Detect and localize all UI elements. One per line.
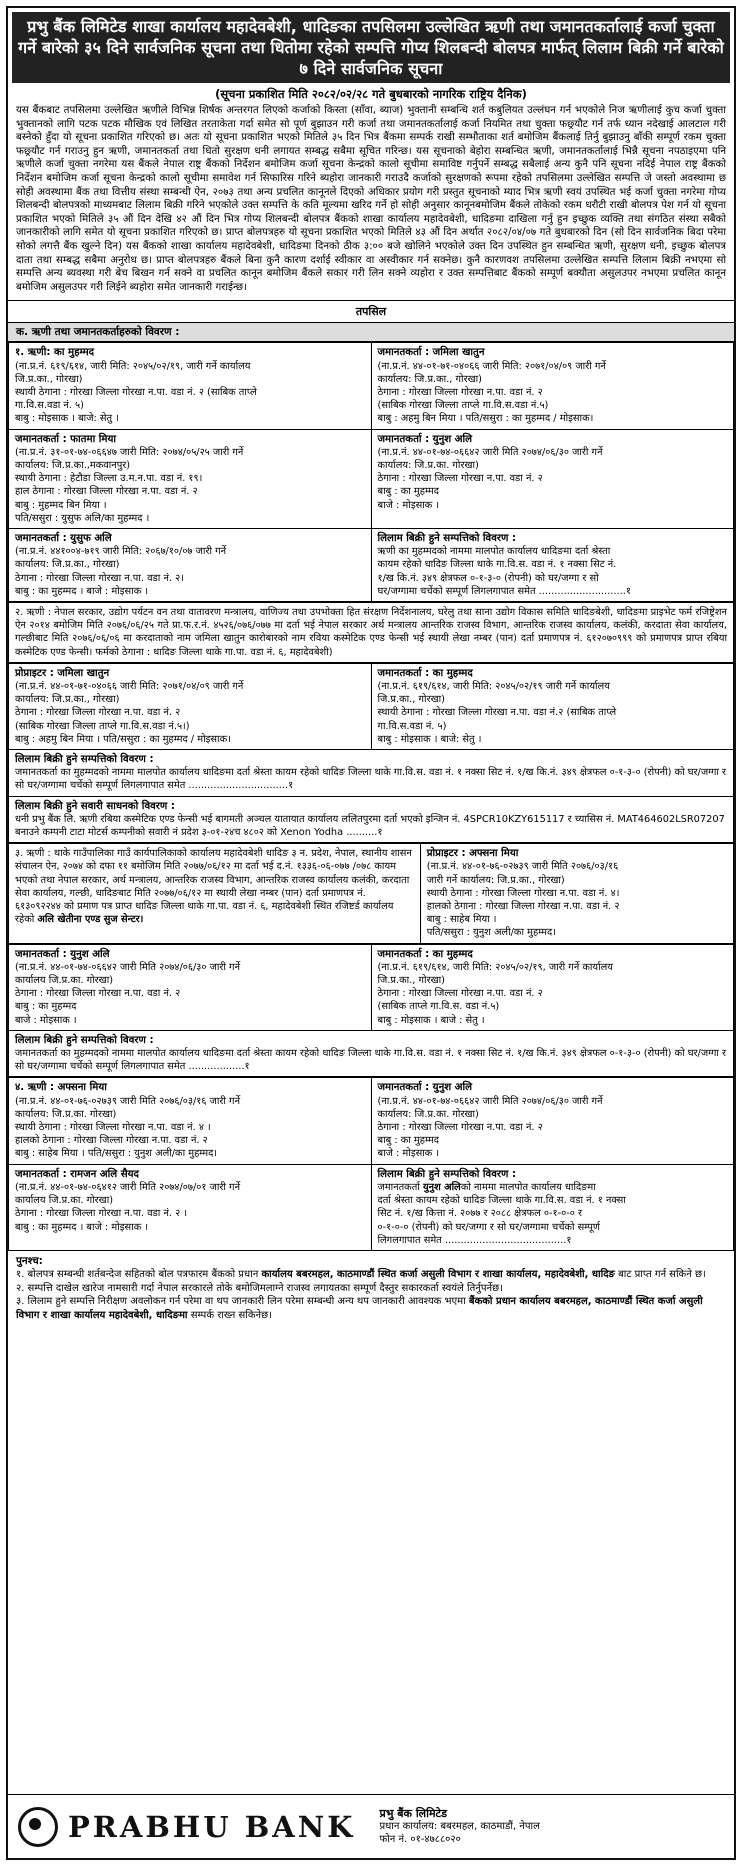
guarantor-line: कार्यालय: जि.प्र.का. गोरखा) [377, 1108, 479, 1120]
guarantor-3b-cell [371, 944, 734, 1030]
property-head: लिलाम बिक्री हुने सम्पत्तिको विवरण : [15, 754, 154, 765]
property-line: कायम रहेको धादिङ जिल्ला थाके गा.वि.स. वडा नं. १ नक्सा सिट नं. [377, 559, 617, 571]
bank-name: प्रभु बैंक लिमिटेड [379, 1807, 447, 1820]
proprietor-line: (ना.प्र.नं. ४४-०१-७६-०२७३९ जारी मिति २०७६/०३/१६ [426, 861, 619, 873]
guarantor-head: जमानतकर्ता : जमिला खातुन [377, 347, 485, 359]
guarantor-2-cell [371, 663, 734, 749]
guarantor-1b-cell [9, 429, 372, 528]
guarantor-line: (ना.प्र.नं. ४४-०१-७४-०६६४२ जारी मिति २०७४/०६/३० जारी गर्ने [377, 1095, 603, 1107]
proprietor-line: ठेगाना : गोरखा जिल्ला गोरखा न.पा. वडा नं. २ [15, 707, 181, 719]
guarantor-line: (ना.प्र.नं. ६१९/६१४, जारी मिति: २०४५/०२/१९ जारी गर्ने कार्यालय [377, 680, 610, 692]
vehicle-head: लिलाम बिक्री हुने सवारी साधनको विवरण : [15, 800, 175, 812]
notice-title: प्रभु बैंक लिमिटेड शाखा कार्यालय महादेवबेशी, धादिङका तपसिलमा उल्लेखित ऋणी तथा जमानतकर्तालाई कर्जा चुक्ता गर्ने बारेको ३५ दिने सार्वजनिक सूचना तथा धितोमा रहेको सम्पत्ति गोप्य शिलबन्दी बोलपत्र मार्फत् लिलाम बिक्री गर्ने बारेको ७ दिने सार्वजनिक सूचना [12, 12, 730, 83]
schedule-title: तपसिल [8, 300, 734, 322]
proprietor-line: (ना.प्र.नं. ४४-०१-७१-०४०६६ जारी मिति: २०७१/०४/०९ जारी गर्ने [15, 680, 244, 692]
property-head: लिलाम बिक्री हुने सम्पत्तिको विवरण : [377, 1168, 517, 1180]
intro-paragraph: यस बैंकबाट तपसिलमा उल्लेखित ऋणीले विभिन्न शिर्षक अन्तरगत लिएको कर्जाको किस्ता (साँवा, ब्याज) भुक्तानी सम्बन्धि शर्त कबुलियत उल्लंघन गर्न भएकोले निज ऋणीलाई कुच कर्जा चुक्ता भुक्तानको लागि पटक पटक मौखिक एवं लिखित तरताकेता गर्दा समेत सो पूर्ण बुझाउन गरी कर्जा तथा जमानतकर्तालाई कर्जा नियमित तथा चुक्ता फछ्र्यौट गर्न तर्फ ध्यान नदेखाई आलटाल गरी बस्नेको हुँदा यो सूचना प्रकाशित गरिएको छ। अतः यो सूचना प्रकाशित भएको मितिले ३५ दिन भित्र बैंकमा सम्पर्क राखी सम्भौताका शर्त बमोजिम बैंकलाई तिर्नु बुझाउनु बाँकी सम्पूर्ण रकम चुक्ता फछ्र्यौट गर्न गराउनु हुन ऋणी, जमानतकर्ता तथा धितो सुरक्षण धनी लगायत सम्बद्ध सबैमा सूचित गरिन्छ। यस सूचनाको बेहोरा सम्बन्धित ऋणी, जमानतकर्तालाई भिन्नै सूचना नपठाइएमा पनि ऋणीले कर्जा चुक्ता नगरेमा यस बैंकले नेपाल राष्ट्र बैंकको निर्देशन बमोजिम कर्जा सूचना केन्द्रको कालो सूचीमा समाविष्ट गर्नुपर्ने सम्बद्ध सबैलाई अन्य कुनै पनि सूचना नदिई नेपाल राष्ट्र बैंकको निर्देशन बमोजिम कर्जा सूचना केन्द्रको कालो सूचीमा समावेश गर्न सिफारिस गरिने ब्यहोरा जानकारी गराउदै कर्जाको सुरक्षणको रूपमा रहेको तपसिलमा उल्लेखित सम्पत्ति जे जस्तो अवस्थामा छ सोही अवस्थामा बैंक तथा वित्तीय संस्था सम्बन्धी ऐन, २०७३ तथा अन्य प्रचलित कानूनले दिएको अधिकार प्रयोग गरी प्रस्तुत सूचनाको म्याद भित्र ऋणी स्वयं उपस्थित भई कर्जा चुक्ता नगरेमा गोप्य शिलबन्दी बोलपत्रको माध्यमबाट लिलाम बिक्री गरिने भएकोले उक्त सम्पत्ति के कति मूल्यमा खरिद गर्ने हो सोही अनुसार कानूनबमोजिम बैंकले तोकेको रकम धरौटी राखी बोलपत्र पेश गर्न यो सूचना प्रकाशित भएको मितिले ३५ औं दिन देखि ४२ औं दिन भित्र गोप्य शिलबन्दी बोलपत्र बैंकको शाखा कार्यालय महादेवबेशी, धादिङमा दाखिला गर्नु हुन इच्छुक व्यक्ति तथा संगठित संस्था सबैको जानकारीको लागि समेत यो सूचना प्रकाशित गरिएको छ। प्राप्त बोलपत्रहरु यो सूचना प्रकाशित भएको मितिले ४३ औं दिन अर्थात २०८२/०४/०७ गते बुधबारको दिन (सो दिन सार्वजनिक बिदा परेमा सोको लगत्तै बैंक खुल्ने दिन) यस बैंकको शाखा कार्यालय महादेवबेशी, धादिङमा दिनको ठीक ३:०० बजे खोलिने भएकोले उक्त दिन उपस्थित हुन सम्बन्धित ऋणी, सुरक्षण धनी, इच्छुक बोलपत्र दाता तथा सम्बद्ध सबैमा अनुरोध छ। प्राप्त बोलपत्रहरु बैंकले बिना कुनै कारण दर्शाई स्वीकार वा अस्वीकार गर्न सक्नेछ। कुनै कारणवश तपसिलमा उल्लेखित सम्पत्ति लिलाम बिक्री नभएमा सो सम्पत्ति अन्य ब्यवस्था गरी बेच बिखन गर्न सक्ने वा प्रचलित कानून बमोजिम बैंकले सकार गरी लिन सक्ने व्यहोरा र उक्त सम्पत्तिबाट बैंकको सम्पूर्ण बक्यौता असुलउपर नभएमा प्रचलित कानून बमोजिम असुलउपर गरी लिईने ब्यहोरा समेत जानकारी गराईन्छ। [16, 105, 726, 293]
guarantor-4a-cell [371, 1078, 734, 1164]
proprietor-line: बाबु : साहेब मिया । [426, 914, 497, 926]
guarantor-line: बाजे : मोइसाक । [15, 1014, 77, 1026]
guarantor-line: कार्यालय जि.प्र.का. गोरखा) [15, 1195, 114, 1207]
guarantor-line: ठेगाना : गोरखा जिल्ला गोरखा न.पा. वडा नं. २ । [15, 1208, 188, 1220]
guarantor-1a-cell [371, 343, 734, 429]
guarantor-line: हाल ठेगाना : गोरखा जिल्ला गोरखा न.पा. वडा नं. २ [15, 486, 198, 498]
debtor-3-cell [9, 844, 421, 943]
property-1-cell [371, 528, 734, 601]
notice-page [6, 6, 736, 1860]
debtor-1-line: (ना.प्र.नं. ६१९/६१४, जारी मिति: २०४५/०२/१९, जारी गर्ने कार्यालय [15, 360, 251, 372]
guarantor-line: (ना.प्र.नं. ४४१००४-७१९ जारी मिति: २०६७/१०/०७ जारी गर्ने [15, 546, 227, 558]
note-text: १. बोलपत्र सम्बन्धी शर्तबन्देज सहितको बोल पत्रफारम बैंकको प्रधान [16, 1269, 262, 1281]
guarantor-line: पति/ससुरा : युसुफ अलि/का मुहम्मद । [15, 512, 150, 524]
bank-contact [379, 1807, 539, 1846]
proprietor-2-cell [9, 663, 372, 749]
guarantor-head: जमानतकर्ता : युसुफ अलि [15, 532, 112, 544]
guarantor-line: (ना.प्र.नं. ४४-०१-७४-०६६४२ जारी मिति २०७४/०६/३० जारी गर्ने [377, 446, 603, 458]
proprietor-line: कार्यालय: जि.प्र.का., गोरखा) [15, 694, 120, 706]
guarantor-line: ठेगाना : गोरखा जिल्ला गोरखा न.पा. वडा नं. २ [377, 386, 543, 398]
guarantor-line: बाबु : का मुहम्मद । बाजे : मोइसाक । [15, 585, 149, 597]
postscript-title: पुनश्च: [16, 1254, 43, 1267]
guarantor-line: (ना.प्र.नं. ३१-०१-७४-०६६४७ जारी मिति: २०७४/०५/२५ जारी गर्ने [15, 446, 244, 458]
guarantor-line: बाबु : का मुहम्मद । बाजे : मोइसाक । [15, 1221, 149, 1233]
block-3-table [8, 843, 734, 943]
postscript-note-1 [16, 1268, 726, 1281]
debtor-2-description: २. ऋणी : नेपाल सरकार, उद्योग पर्यटन वन तथा वातावरण मन्त्रालय, वाणिज्य तथा उपभोक्ता हित संरक्षण निर्देशनालय, घरेलु तथा साना उद्योग विकास समिति धादिङबेशी, धादिङमा प्राइभेट फर्म रजिष्ट्रेशन ऐन २०१४ बमोजिम मिति २०७६/०६/२५ गते प्रा.फ.र.नं. ४५२६/०७६/०७७ मा दर्ता भई नेपाल सरकार अर्थ मन्त्रालय आन्तरिक राजस्व विभाग, आन्तरिक राजस्व कार्यालय, कलंकी, करदाता सेवा कार्यालय, गल्छीबाट मिति २०७६/०६/०६ मा करदाताको नाम जमिला खातुन कारोबारको नाम रविया कस्मेटिक एण्ड फेन्सी भई स्थायी लेखा नम्बर (पान) दर्ता प्रमाणपत्र नं. ६१२०७०९९९ को प्रमाणपत्र प्राप्त रबिया कस्मेटिक एण्ड फेन्सी। फर्मको ठेगाना : धादिङ जिल्ला थाके गा.पा. वडा नं. ६, महादेवबेशी) [8, 602, 734, 663]
guarantor-line: बाबु : का मुहम्मद [15, 1001, 77, 1013]
postscript-note-2: २. सम्पत्ति दाखेल खारेज नामसारी गर्दा नेपाल सरकारले तोके बमोजिमलाग्ने राजस्व लगायतका सम्पूर्ण दैस्तुर सकारकर्ता स्वयंले तिर्नुपर्नेछ। [16, 1282, 503, 1294]
debtor-1-line: बाबु : मोइसाक । बाजे: सेतु । [15, 413, 119, 425]
notice-subtitle: (सूचना प्रकाशित मिति २०८२/०२/२८ गते बुधबारको नागरिक राष्ट्रिय दैनिक) [215, 87, 527, 101]
property-head: लिलाम बिक्री हुने सम्पत्तिको विवरण : [377, 532, 517, 544]
guarantor-line: स्थायी ठेगाना : गोरखा जिल्ला गोरखा न.पा. वडा नं.२ (साबिक ताप्ले [377, 707, 617, 719]
guarantor-1c-cell [371, 429, 734, 528]
bank-phone: फोन नं. ०१-४७८८०२० [379, 1834, 461, 1845]
guarantor-line: (ना.प्र.नं. ६१९/६१४, जारी मिति: २०४५/०२/१९, जारी गर्ने कार्यालय [377, 961, 613, 973]
proprietor-line: पति/ससुरा : युनुश अली/का मुहम्मद। [426, 927, 556, 939]
guarantor-line: बाबु : का मुहम्मद [377, 486, 439, 498]
property-head: लिलाम बिक्री हुने सम्पत्तिको विवरण : [15, 1034, 154, 1046]
postscript [8, 1251, 734, 1326]
guarantor-line: ठेगाना : गोरखा जिल्ला गोरखा न.पा. वडा नं. २ [377, 1122, 543, 1134]
guarantor-3a-cell [9, 944, 372, 1030]
property-line: सिट नं. १/ख कित्ता नं. २०७७ र २०८८ क्षेत्रफल ०-१-०-० र [377, 1208, 582, 1220]
property-4-cell [371, 1164, 734, 1250]
debtor-1-head: १. ऋणी: का मुहम्मद [15, 347, 95, 359]
vehicle-text: धनी प्रभु बैंक लि. ऋणी रबिया कस्मेटिक एण्ड फेन्सी भई बागमती अञ्चल यातायात कार्यालय ललितपुरमा दर्ता भएको इन्जिन नं. 4SPCR10KZY615117 र च्यासिस नं. MAT464602LSR07207 बनाउने कम्पनी टाटा मोटर्स कम्पनीको सवारी नं प्रदेश ३-०१-२४च ४८०२ को Xenon Yodha ..........१ [15, 813, 725, 839]
debtor-4-line: (ना.प्र.नं. ४४-०१-७६-०२७३९ जारी मिति २०७६/०३/१६ जारी गर्ने [15, 1095, 241, 1107]
debtor-4-line: स्थायी ठेगाना : गोरखा जिल्ला गोरखा न.पा. वडा नं. ४ । [15, 1122, 211, 1134]
proprietor-head: प्रोप्राइटर : जमिला खातुन [15, 667, 110, 679]
guarantor-line: जि.प्र.का., गोरखा) [377, 694, 445, 706]
guarantor-head: जमानतकर्ता : युनुश अलि [15, 948, 110, 960]
debtor-4-head: ४. ऋणी : अफ्सना मिया [15, 1082, 107, 1094]
guarantor-line: बाजे : मोइसाक । [377, 1148, 440, 1160]
guarantor-1d-cell [9, 528, 372, 601]
bank-logo-icon [18, 1807, 58, 1847]
guarantor-line: बाबु : का मुहम्मद [377, 1135, 439, 1147]
guarantor-line: (ना.प्र.नं. ४४-०१-७४-०६४१२ जारी मिति २०७४/०७/०१ जारी गर्ने [15, 1181, 241, 1193]
guarantor-line: ठेगाना : गोरखा जिल्ला गोरखा न.पा. वडा नं. २ [377, 473, 543, 485]
vehicle-2-cell [9, 796, 734, 843]
proprietor-line: (साबिक गोरखा जिल्ला ताप्ले गा.वि.स.वडा नं.५।) [15, 720, 190, 732]
guarantor-line: ठेगाना : गोरखा जिल्ला गोरखा न.पा. वडा नं. २ [377, 988, 543, 1000]
guarantor-head: जमानतकर्ता : रामजन अलि सैयद [15, 1168, 139, 1180]
guarantor-line: जि.प्र.का., गोरखा) [377, 975, 445, 987]
property-text: जमानतकर्ता का मुहम्मदको नाममा मालपोत कार्यालय धादिङमा दर्ता श्रेस्ता कायम रहेको धादिङ जिल्ला थाके गा.वि.स. वडा नं. १ नक्सा सिट नं. १/ख कि.नं. ३४९ क्षेत्रफल ०-१-३-० (रोपनी) को घर/जग्गा र सो घर/जग्गामा चर्चेको सम्पूर्ण लिगलगापात समेत ..................१ [15, 1048, 727, 1073]
guarantor-line: (साबिक गोरखा जिल्ला ताप्ले गा.वि.स.वडा नं.५) [377, 400, 549, 412]
guarantor-line: बाबु : अहमु बिन मिया । पति/ससुरा : का मुहम्मद / मोइसाक। [377, 413, 594, 425]
debtor-4-line: कार्यालय: जि.प्र.का. गोरखा) [15, 1108, 117, 1120]
guarantor-line: ठेगाना : गोरखा जिल्ला गोरखा न.पा. वडा नं. २ [15, 988, 181, 1000]
guarantor-head: जमानतकर्ता : का मुहम्मद [377, 948, 473, 960]
guarantor-line: कार्यालय: जि.प्र.का., गोरखा) [15, 559, 120, 571]
property-line: दर्ता श्रेस्ता कायम रहेको धादिङ जिल्ला थाके गा.वि.स. वडा नं. १ नक्सा [377, 1195, 626, 1207]
proprietor-line: स्थायी ठेगाना : गोरखा जिल्ला गोरखा न.पा. वडा नं. ४। [426, 887, 620, 899]
prabhu-bank-logo [18, 1807, 355, 1847]
proprietor-line: हालको ठेगाना : गोरखा जिल्ला गोरखा न.पा. वडा नं. २ [426, 901, 620, 913]
proprietor-head: प्रोप्राइटर : अफ्सना मिया [426, 848, 519, 860]
debtor-1-line: गा.वि.स.वडा नं. ५) [15, 400, 84, 412]
debtor-3-firm: अलि खेतीना एण्ड सुज सेन्टर। [37, 914, 144, 926]
note-text: ३. लिलाम हुने सम्पत्ति निरीक्षण अवलोकन गर्न परेमा वा थप जानकारी लिन परेमा सम्बन्धी अन्य थप जानकारी आवश्यक भएमा [16, 1296, 469, 1308]
property-line: को नाममा मालपोत कार्यालय धादिङमा [460, 1181, 596, 1193]
property-line: घर/जग्गामा चर्चेको सम्पूर्ण लिगलगापात समेत ............................१ [377, 585, 631, 597]
guarantor-head: जमानतकर्ता : युनुश अलि [377, 1082, 473, 1094]
debtor-1-line: जि.प्र.का., गोरखा) [15, 373, 83, 385]
block-3b-table [8, 944, 734, 1078]
debtor-4-line: हालको ठेगाना : गोरखा जिल्ला गोरखा न.पा. वडा नं. २ [15, 1135, 208, 1147]
proprietor-line: जारी गर्ने कार्यालय: जि.प्र.का., गोरखा) [426, 874, 565, 886]
bank-office: प्रधान कार्यालय: बबरमहल, काठमाडौं, नेपाल [379, 1821, 540, 1832]
property-line: १/ख कि.नं. ३४९ क्षेत्रफल ०-१-३-० (रोपनी) को घर/जग्गा र सो [377, 572, 599, 584]
guarantor-line: ठेगाना : गोरखा जिल्ला गोरखा न.पा. वडा नं. २। [15, 572, 184, 584]
guarantor-line: कार्यालय: जि.प्र.का. गोरखा) [377, 459, 479, 471]
property-line: ०-१-०-० (रोपनी) को घर/जग्गा र सो घर/जग्गामा चर्चेको सम्पूर्ण [377, 1221, 600, 1233]
block-1-table [8, 342, 734, 602]
guarantor-line: बाबु : मोइसाक । बाजे: सेतु । [377, 733, 482, 745]
guarantor-line: कार्यालय: जि.प्र.का., गोरखा) [377, 373, 482, 385]
guarantor-line: (ना.प्र.नं. ४४-०१-७४-०६६४२ जारी मिति २०७४/०६/३० जारी गर्ने [15, 961, 241, 973]
guarantor-line: कार्यालय जि.प्र.का. गोरखा) [15, 975, 114, 987]
guarantor-line: गा.वि.स.वडा नं. ५) [377, 720, 447, 732]
note-bold: बैंकको प्रधान कार्यालय बबरमहल, काठमाण्डौं स्थित कर्जा असुली विभाग र शाखा कार्यालय महादेवबेशी, धादिङमा [16, 1296, 703, 1321]
debtor-3-text: ३. ऋणी : थाके गाउँपालिका गाउँ कार्यपालिकाको कार्यालय महादेवबेशी धादिङ ३ न. प्रदेश, नेपाल, स्थानीय शासन संचालन ऐन, २०७४ को दफा ११ बमोजिम मिति २०७७/०६/१२ मा दर्ता भई द.नं. १३३६-०६-०७७ /०७८ कायम भएको तथा नेपाल सरकार, अर्थ मन्त्रालय, आन्तरिक राजस्व विभाग, आन्तरिक राजस्व कार्यालय कलंकी, करदाता सेवा कार्यालय, गल्छी, धादिङबाट मिति २०७७/०६/१२ मा स्थायी लेखा नम्बर (पान) दर्ता प्रमाणपत्र नं. ६१३०९२२४४ को प्रमाण पत्र प्राप्त धादिङ जिल्ला थाके गा.पा. वडा नं. ६, महादेवबेशी स्थित रजिष्टर्ड कार्यालय रहेको [15, 848, 412, 926]
note-text: सम्पर्क राख्न सकिनेछ। [187, 1309, 272, 1321]
block-2-table [8, 663, 734, 843]
debtor-1-line: स्थायी ठेगाना : गोरखा जिल्ला गोरखा न.पा. वडा नं. २ (साबिक ताप्ले [15, 386, 257, 398]
property-text: जमानतकर्ता का मुहम्मदको नाममा मालपोत कार्यालय धादिङमा दर्ता श्रेस्ता कायम रहेको धादिङ जिल्ला थाके गा.वि.स. वडा नं. १ नक्सा सिट नं. १/ख कि.नं. ३४९ क्षेत्रफल ०-१-३-० (रोपनी) को घर/जग्गा र सो घर/जग्गामा चर्चेको सम्पूर्ण लिगलगापात समेत ................................१ [15, 767, 727, 792]
note-bold: कार्यालय बबरमहल, काठमाण्डौं स्थित कर्जा असुली विभाग र शाखा कार्यालय, महादेवबेशी, धादिङ [261, 1269, 615, 1281]
property-line: जमानतकर्ता [377, 1181, 423, 1193]
proprietor-3-cell [420, 844, 733, 943]
property-owner: युनुश अलि [422, 1181, 461, 1193]
proprietor-line: बाबु : अहमु बिन मिया । पति/ससुरा : का मुहम्मद / मोइसाक। [15, 733, 231, 745]
debtor-4-line: बाबु : साहेब मिया । पति/ससुरा : युनुश अली/का मुहम्मद। [15, 1148, 217, 1160]
guarantor-line: (ना.प्र.नं. ४४-०१-७१-०४०६६ जारी मिति: २०७१/०४/०९ जारी गर्ने [377, 360, 606, 372]
postscript-note-3 [16, 1295, 726, 1322]
guarantor-line: बाबु : मुहम्मद बिन मिया । [15, 499, 107, 511]
guarantor-line: कार्यालय: जि.प्र.का.,मकवानपुर) [15, 459, 131, 471]
guarantor-4b-cell [9, 1164, 372, 1250]
guarantor-line: स्थायी ठेगाना : हेटौडा जिल्ला उ.म.न.पा. वडा नं. १९। [15, 473, 203, 485]
note-text: बाट प्राप्त गर्न सकिने छ। [614, 1269, 706, 1281]
property-3-cell [9, 1030, 734, 1077]
guarantor-head: जमानतकर्ता : का मुहम्मद [377, 667, 473, 679]
property-line: ऋणी का मुहम्मदको नाममा मालपोत कार्यालय धादिङमा दर्ता श्रेस्ता [377, 546, 611, 558]
logo-text: PRABHU BANK [68, 1809, 356, 1844]
debtor-4-cell [9, 1078, 372, 1164]
guarantor-head: जमानतकर्ता : युनुश अलि [377, 433, 473, 445]
section-ka-heading: क. ऋणी तथा जमानतकर्ताहरुको विवरण : [8, 322, 734, 342]
block-4-table [8, 1077, 734, 1250]
property-2-cell [9, 750, 734, 797]
footer [8, 1794, 734, 1858]
property-line: लिगलगापात समेत .......................................१ [377, 1234, 572, 1246]
debtor-1-cell [9, 343, 372, 429]
guarantor-head: जमानतकर्ता : फातमा मिया [15, 433, 117, 445]
guarantor-line: बाबु : मोइसाक । बाजे : सेतु । [377, 1014, 485, 1026]
guarantor-line: बाजे : मोइसाक । [377, 499, 440, 511]
guarantor-line: (साबिक ताप्ले गा.वि.स. वडा नं.५) [377, 1001, 500, 1013]
